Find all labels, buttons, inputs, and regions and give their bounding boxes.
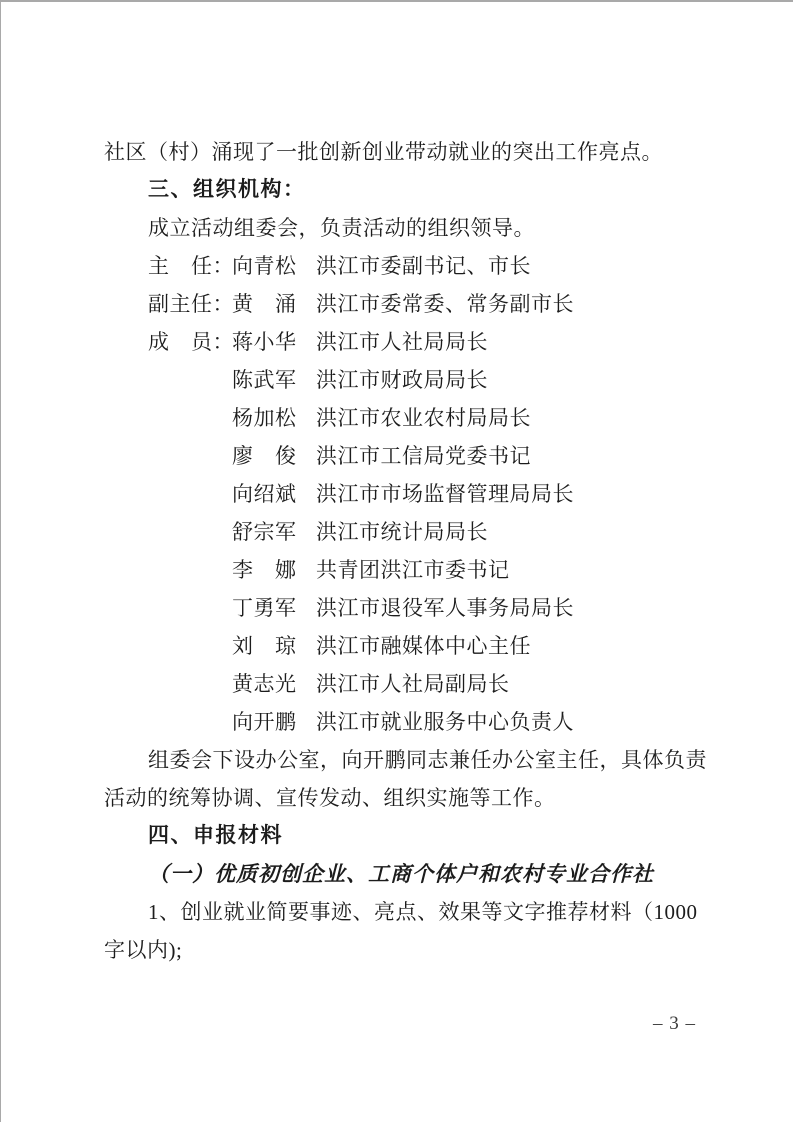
roster-name: 向青松 — [232, 254, 297, 278]
roster-title: 洪江市人社局局长 — [316, 330, 488, 354]
roster-title: 洪江市市场监督管理局局长 — [316, 482, 574, 506]
roster-name: 李 娜 — [232, 558, 297, 582]
roster-name: 杨加松 — [232, 406, 297, 430]
roster-row-deputy-director — [104, 285, 726, 323]
roster-name: 舒宗军 — [232, 520, 297, 544]
roster-role-label: 副主任： — [148, 292, 234, 316]
roster-role-label: 主 任： — [148, 254, 234, 278]
office-note-line-2: 活动的统筹协调、宣传发动、组织实施等工作。 — [104, 786, 556, 810]
roster-row-member — [104, 703, 726, 741]
roster-row-member — [104, 399, 726, 437]
roster-title: 洪江市人社局副局长 — [316, 672, 510, 696]
roster-row-member — [104, 513, 726, 551]
section-3-heading: 三、组织机构： — [148, 178, 306, 201]
roster-title: 洪江市财政局局长 — [316, 368, 488, 392]
roster-row-member — [104, 437, 726, 475]
roster-title: 共青团洪江市委书记 — [316, 558, 510, 582]
roster-title: 洪江市退役军人事务局局长 — [316, 596, 574, 620]
section-4-heading: 四、申报材料 — [148, 824, 283, 847]
roster-row-director — [104, 247, 726, 285]
roster-title: 洪江市委常委、常务副市长 — [316, 292, 574, 316]
roster-row-member — [104, 475, 726, 513]
roster-row-member — [104, 627, 726, 665]
roster-role-label: 成 员： — [148, 330, 234, 354]
roster-name: 陈武军 — [232, 368, 297, 392]
item-1-line-1: 1、创业就业简要事迹、亮点、效果等文字推荐材料（1000 — [148, 900, 698, 924]
roster-name: 丁勇军 — [232, 596, 297, 620]
roster-title: 洪江市农业农村局局长 — [316, 406, 531, 430]
paragraph-continuation: 社区（村）涌现了一批创新创业带动就业的突出工作亮点。 — [104, 140, 663, 164]
roster-name: 廖 俊 — [232, 444, 297, 468]
roster-name: 刘 琼 — [232, 634, 297, 658]
roster-row-member — [104, 551, 726, 589]
roster-title: 洪江市统计局局长 — [316, 520, 488, 544]
office-note-line-1: 组委会下设办公室，向开鹏同志兼任办公室主任，具体负责 — [148, 748, 707, 772]
roster-row-member — [104, 323, 726, 361]
roster-name: 向开鹏 — [232, 710, 297, 734]
roster-row-member — [104, 665, 726, 703]
section-3-intro: 成立活动组委会，负责活动的组织领导。 — [148, 216, 535, 240]
page-number: – 3 – — [653, 1013, 696, 1034]
roster-row-member — [104, 361, 726, 399]
roster-name: 黄志光 — [232, 672, 297, 696]
roster-name: 向绍斌 — [232, 482, 297, 506]
document-body — [104, 133, 726, 969]
roster-name: 蒋小华 — [232, 330, 297, 354]
item-1-line-2: 字以内); — [104, 938, 183, 962]
roster-row-member — [104, 589, 726, 627]
roster-title: 洪江市委副书记、市长 — [316, 254, 531, 278]
roster-name: 黄 涌 — [232, 292, 297, 316]
section-4-subheading: （一）优质初创企业、工商个体户和农村专业合作社 — [148, 862, 654, 886]
roster-title: 洪江市融媒体中心主任 — [316, 634, 531, 658]
roster-title: 洪江市工信局党委书记 — [316, 444, 531, 468]
roster-title: 洪江市就业服务中心负责人 — [316, 710, 574, 734]
